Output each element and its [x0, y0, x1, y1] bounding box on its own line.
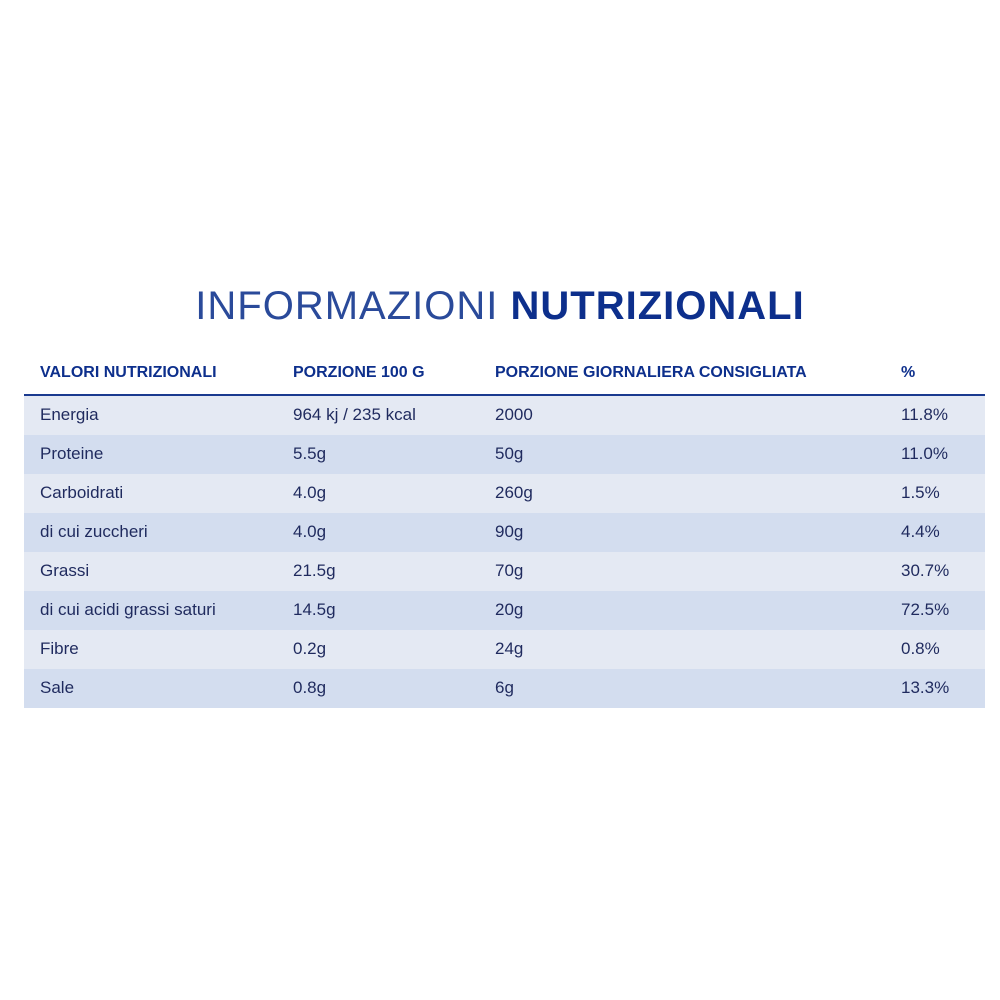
title-bold: NUTRIZIONALI	[510, 284, 805, 328]
cell-nutrient: di cui acidi grassi saturi	[40, 600, 216, 619]
title-light: INFORMAZIONI	[195, 284, 499, 328]
cell-per-100g: 4.0g	[293, 522, 327, 541]
table-row	[24, 435, 985, 474]
table-row	[24, 396, 985, 435]
cell-per-100g: 964 kj / 235 kcal	[293, 405, 416, 424]
table-row	[24, 474, 985, 513]
cell-percent: 13.3%	[901, 678, 950, 697]
table-body	[24, 396, 985, 708]
table-header	[24, 356, 985, 396]
cell-percent: 0.8%	[901, 639, 940, 658]
cell-per-100g: 14.5g	[293, 600, 336, 619]
table-row	[24, 669, 985, 708]
cell-daily: 50g	[495, 444, 524, 463]
cell-percent: 72.5%	[901, 600, 950, 619]
cell-nutrient: Fibre	[40, 639, 79, 658]
cell-percent: 11.8%	[901, 405, 948, 424]
cell-daily: 20g	[495, 600, 524, 619]
table-row	[24, 591, 985, 630]
cell-nutrient: Sale	[40, 678, 75, 697]
cell-percent: 1.5%	[901, 483, 940, 502]
header-percent: %	[901, 364, 916, 381]
cell-percent: 4.4%	[901, 522, 940, 541]
cell-daily: 260g	[495, 483, 533, 502]
cell-per-100g: 0.8g	[293, 678, 327, 697]
page-title	[0, 282, 1000, 330]
cell-daily: 70g	[495, 561, 524, 580]
cell-daily: 24g	[495, 639, 524, 658]
cell-per-100g: 4.0g	[293, 483, 327, 502]
cell-nutrient: di cui zuccheri	[40, 522, 148, 541]
header-porzione-100g: PORZIONE 100 G	[293, 364, 425, 381]
cell-nutrient: Grassi	[40, 561, 90, 580]
cell-per-100g: 5.5g	[293, 444, 327, 463]
table-row	[24, 552, 985, 591]
cell-per-100g: 21.5g	[293, 561, 336, 580]
cell-nutrient: Carboidrati	[40, 483, 124, 502]
table-row	[24, 513, 985, 552]
cell-daily: 6g	[495, 678, 514, 697]
nutrition-table	[24, 356, 985, 708]
table-row	[24, 630, 985, 669]
header-porzione-giornaliera: PORZIONE GIORNALIERA CONSIGLIATA	[495, 364, 807, 381]
cell-per-100g: 0.2g	[293, 639, 327, 658]
cell-daily: 90g	[495, 522, 524, 541]
cell-percent: 30.7%	[901, 561, 950, 580]
cell-percent: 11.0%	[901, 444, 948, 463]
cell-nutrient: Energia	[40, 405, 99, 424]
cell-nutrient: Proteine	[40, 444, 104, 463]
cell-daily: 2000	[495, 405, 533, 424]
header-valori: VALORI NUTRIZIONALI	[40, 364, 217, 381]
